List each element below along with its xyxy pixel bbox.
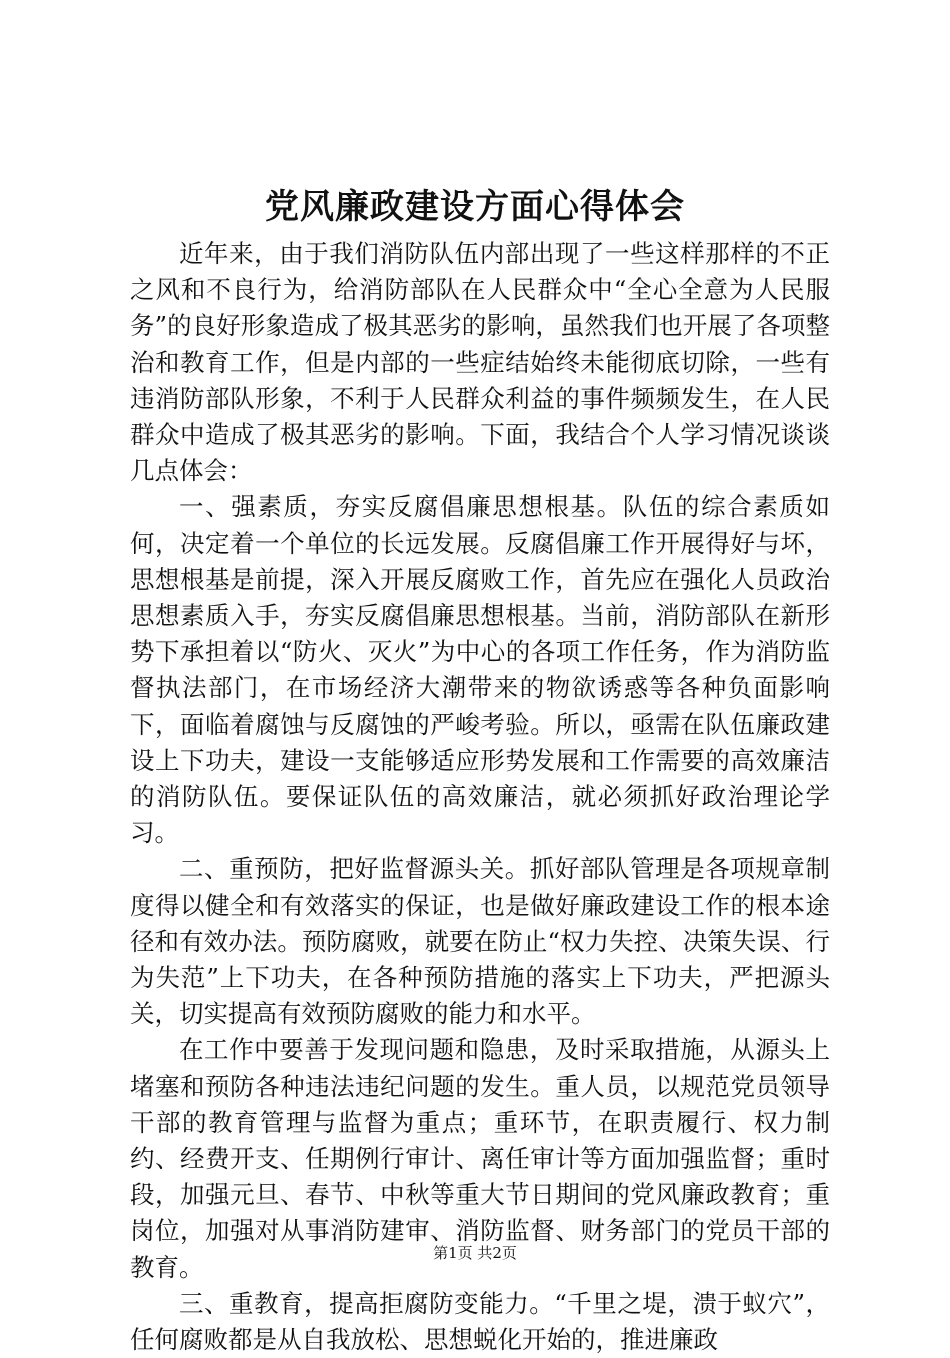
paragraph-section-1: 一、强素质，夯实反腐倡廉思想根基。队伍的综合素质如何，决定着一个单位的长远发展。反腐倡廉工作开展得好与坏，思想根基是前提，深入开展反腐败工作，首先应在强化人员政治思想素质入手，夯实反腐倡廉思想根基。当前，消防部队在新形势下承担着以“防火、灭火”为中心的各项工作任务，作为消防监督执法部门，在市场经济大潮带来的物欲诱惑等各种负面影响下，面临着腐蚀与反腐蚀的严峻考验。所以，亟需在队伍廉政建设上下功夫，建设一支能够适应形势发展和工作需要的高效廉洁的消防队伍。要保证队伍的高效廉洁，就必须抓好政治理论学习。: [130, 492, 830, 848]
paragraph-section-2-detail: 在工作中要善于发现问题和隐患，及时采取措施，从源头上堵塞和预防各种违法违纪问题的发生。重人员，以规范党员领导干部的教育管理与监督为重点；重环节，在职责履行、权力制约、经费开支、任期例行审计、离任审计等方面加强监督；重时段，加强元旦、春节、中秋等重大节日期间的党风廉政教育；重岗位，加强对从事消防建审、消防监督、财务部门的党员干部的教育。: [130, 1035, 830, 1282]
page-number-footer: 第1页 共2页: [433, 1244, 517, 1262]
paragraph-section-3: 三、重教育，提高拒腐防变能力。“千里之堤，溃于蚁穴”，任何腐败都是从自我放松、思想蜕化开始的，推进廉政: [130, 1288, 830, 1355]
document-title: 党风廉政建设方面心得体会: [265, 187, 685, 227]
document-body: [130, 236, 830, 1358]
paragraph-intro: 近年来，由于我们消防队伍内部出现了一些这样那样的不正之风和不良行为，给消防部队在人民群众中“全心全意为人民服务”的良好形象造成了极其恶劣的影响，虽然我们也开展了各项整治和教育工作，但是内部的一些症结始终未能彻底切除，一些有违消防部队形象，不利于人民群众利益的事件频频发生，在人民群众中造成了极其恶劣的影响。下面，我结合个人学习情况谈谈几点体会：: [130, 239, 830, 486]
paragraph-section-2: 二、重预防，把好监督源头关。抓好部队管理是各项规章制度得以健全和有效落实的保证，也是做好廉政建设工作的根本途径和有效办法。预防腐败，就要在防止“权力失控、决策失误、行为失范”上下功夫，在各种预防措施的落实上下功夫，严把源头关，切实提高有效预防腐败的能力和水平。: [130, 854, 830, 1029]
